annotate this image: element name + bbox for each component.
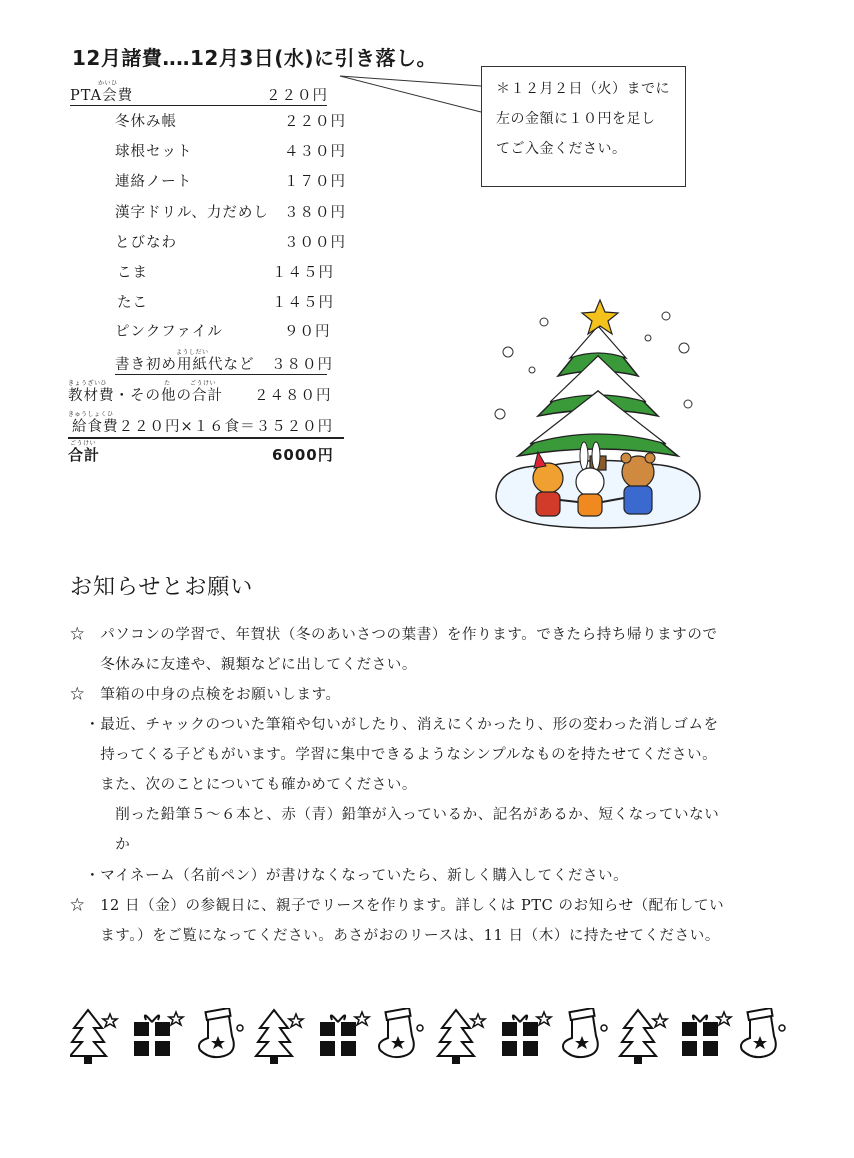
note-line: ＊１２月２日（火）までに (496, 81, 670, 97)
fee-label: ピンクファイル (115, 324, 223, 340)
fee-label: PTA会費 (70, 88, 134, 104)
notice-line: か (70, 837, 131, 853)
furigana: かいひ (98, 80, 118, 87)
fee-row-pta (70, 84, 327, 106)
christmas-tree-illustration (488, 296, 708, 536)
notice-line: また、次のことについても確かめてください。 (70, 777, 418, 793)
christmas-border (70, 1008, 790, 1068)
notice-line: ☆ パソコンの学習で、年賀状（冬のあいさつの葉書）を作ります。できたら持ち帰りますので (70, 627, 718, 643)
fee-item-row (115, 170, 192, 191)
fee-amount: １４５円 (272, 295, 334, 311)
fee-amount: １４５円 (272, 265, 334, 281)
grand-total-label: 合計 (68, 446, 101, 464)
fee-item-row (115, 140, 193, 161)
lunch-fee-row (68, 415, 344, 439)
note-line: 左の金額に１０円を足し (496, 111, 656, 127)
payment-note-box (481, 66, 686, 187)
furigana: きょうざいひ (68, 380, 108, 387)
furigana: ごうけい (70, 440, 97, 447)
fee-label: こま (117, 265, 148, 281)
fee-label: 漢字ドリル、力だめし (115, 205, 269, 221)
page-title: 12月諸費‥‥12月3日(水)に引き落し。 (72, 46, 438, 70)
notice-line: ☆ 筆箱の中身の点検をお願いします。 (70, 687, 341, 703)
fee-item-row (115, 201, 269, 222)
fee-label: 連絡ノート (115, 174, 193, 190)
fee-label: 球根セット (115, 144, 193, 160)
fee-amount: ９０円 (284, 324, 331, 340)
fee-item-row (117, 261, 148, 282)
fee-item-row (115, 110, 177, 131)
fee-amount: ３００円 (284, 235, 346, 251)
note-line: てご入金ください。 (496, 141, 627, 157)
fee-amount: ２４８０円 (254, 388, 332, 404)
furigana: ごうけい (190, 380, 217, 387)
notice-line: 冬休みに友達や、親類などに出してください。 (70, 657, 418, 673)
fee-item-row (115, 320, 223, 341)
fee-amount: ４３０円 (284, 144, 346, 160)
notice-line: ・最近、チャックのついた筆箱や匂いがしたり、消えにくかったり、形の変わった消しゴムを (70, 717, 719, 733)
grand-total-amount: 6000円 (272, 446, 334, 464)
fee-amount: ２２０円 (266, 88, 328, 104)
fee-amount: ３８０円 (284, 205, 346, 221)
fee-label: とびなわ (115, 235, 177, 251)
notice-line: 削った鉛筆５～６本と、赤（青）鉛筆が入っているか、記名があるか、短くなっていない (70, 807, 720, 823)
fee-amount: ２２０円 (284, 114, 346, 130)
fee-item-row (115, 353, 333, 375)
fee-label: たこ (117, 295, 148, 311)
furigana: ようしだい (176, 349, 209, 356)
furigana: た (164, 380, 171, 387)
fee-label: 教材費・その他の合計 (68, 388, 223, 404)
fee-label: 給食費２２０円×１６食＝３５２０円 (72, 419, 334, 435)
fee-amount: １７０円 (284, 174, 346, 190)
fee-item-row (115, 231, 177, 252)
furigana: きゅうしょくひ (68, 411, 114, 418)
fee-amount: ３８０円 (271, 357, 333, 373)
materials-total-row (68, 384, 223, 405)
notice-line: ・マイネーム（名前ペン）が書けなくなっていたら、新しく購入してください。 (70, 868, 629, 884)
fee-item-row (117, 291, 148, 312)
fee-label: 書き初め用紙代など (115, 357, 255, 373)
notice-line: 持ってくる子どもがいます。学習に集中できるようなシンプルなものを持たせてください。 (70, 747, 718, 763)
section-title: お知らせとお願い (70, 575, 254, 600)
fee-label: 冬休み帳 (115, 114, 177, 130)
notice-line: ます。）をご覧になってください。あさがおのリースは、11 日（木）に持たせてください。 (70, 928, 720, 944)
notice-line: ☆ 12 日（金）の参観日に、親子でリースを作ります。詳しくは PTC のお知らせ（配布してい (70, 898, 725, 914)
